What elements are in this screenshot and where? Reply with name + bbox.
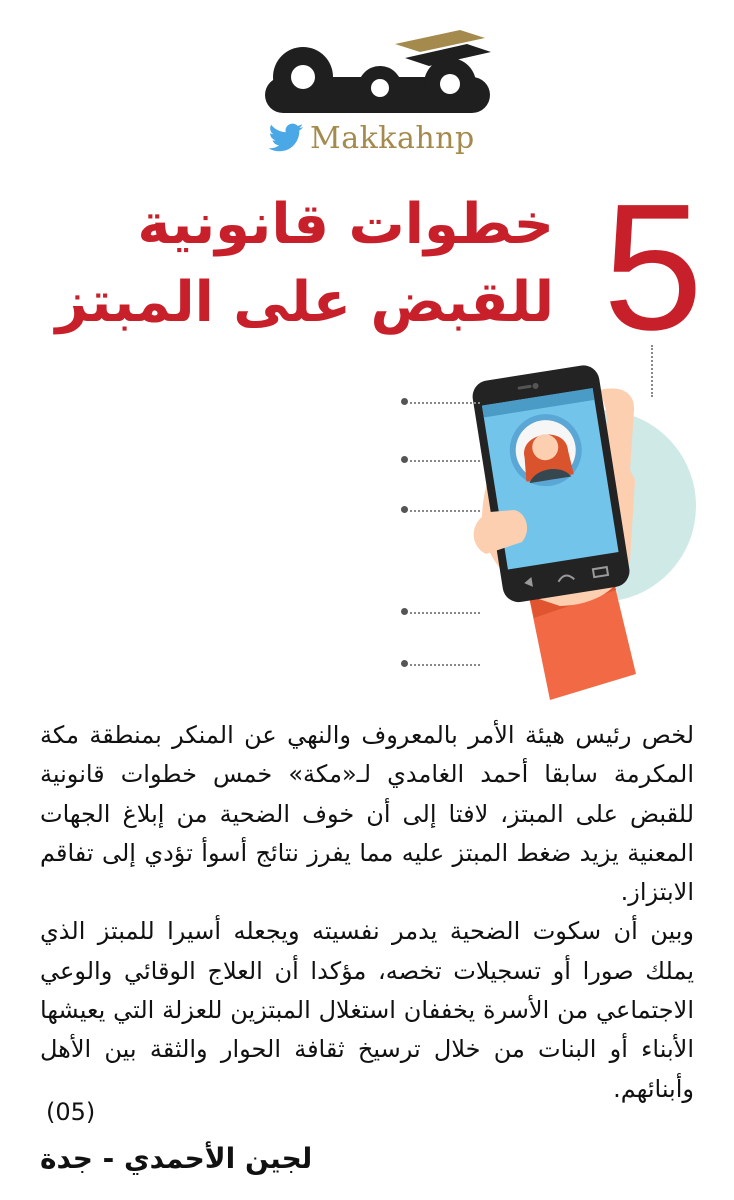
article-paragraph-1: لخص رئيس هيئة الأمر بالمعروف والنهي عن المنكر بمنطقة مكة المكرمة سابقا أحمد الغامدي لـ«مكة» خمس خطوات قانونية للقبض على المبتز، لافتا إلى أن خوف الضحية من إبلاغ الجهات المعنية يزيد ضغط المبتز عليه مما يفرز نتائج أسوأ تؤدي إلى تفاقم الابتزاز. [40, 721, 694, 907]
step-bullet [401, 506, 408, 513]
issue-number: (05) [46, 1098, 96, 1126]
step-connector [405, 460, 480, 462]
step-connector [405, 402, 480, 404]
headline [55, 186, 554, 342]
step-connector [405, 664, 480, 666]
article-paragraph-2: وبين أن سكوت الضحية يدمر نفسيته ويجعله أسيرا للمبتز الذي يملك صورا أو تسجيلات تخصه، مؤكدا أن العلاج الوقائي والوعي الاجتماعي من الأسرة يخففان استغلال المبتزين للعزلة التي يعيشها الأبناء أو البنات من خلال ترسيخ ثقافة الحوار والثقة بين الأهل وأبنائهم. [40, 917, 694, 1103]
headline-line-1: خطوات قانونية [137, 192, 554, 257]
step-connector [405, 510, 480, 512]
twitter-handle-text: Makkahnp [310, 120, 475, 156]
step-bullet [401, 660, 408, 667]
headline-line-2: للقبض على المبتز [55, 270, 554, 335]
hand-holding-phone-illustration [430, 330, 700, 710]
twitter-bird-icon [268, 123, 304, 153]
step-bullet [401, 608, 408, 615]
headline-number: 5 [602, 167, 704, 368]
step-connector [405, 612, 480, 614]
twitter-handle-row [268, 118, 475, 158]
byline: لجين الأحمدي - جدة [40, 1142, 313, 1175]
step-bullet [401, 398, 408, 405]
article-body [40, 716, 694, 1109]
step-bullet [401, 456, 408, 463]
